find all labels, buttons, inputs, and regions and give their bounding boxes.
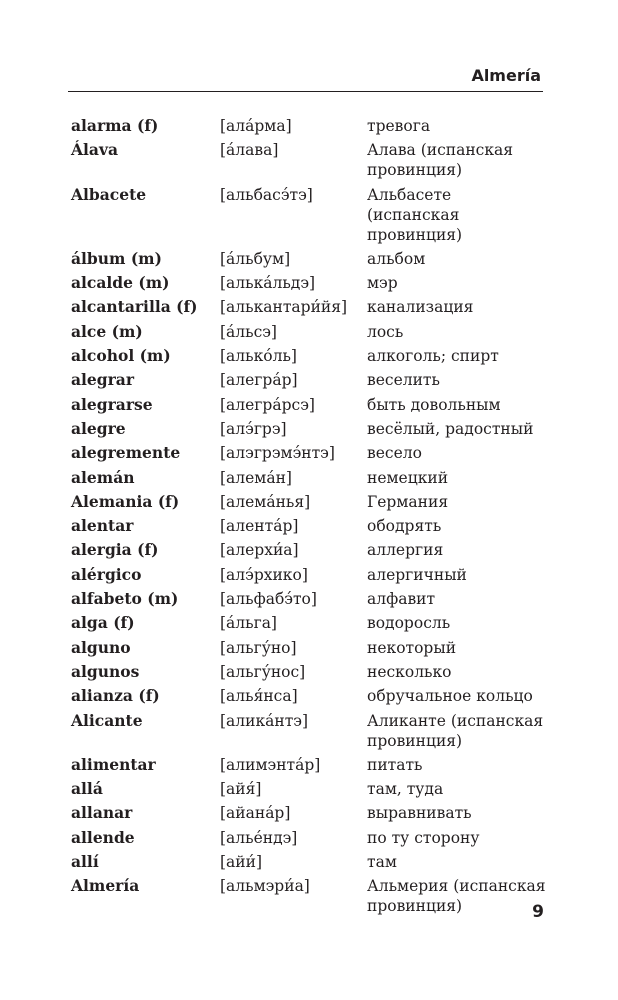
translation: обручальное кольцо	[367, 687, 533, 706]
headword: alianza (f)	[71, 686, 160, 706]
headword: Almería	[71, 876, 140, 896]
headword: alimentar	[71, 754, 156, 774]
dictionary-entry	[71, 636, 551, 660]
translation: питать	[367, 755, 423, 774]
translation: алфавит	[367, 590, 436, 609]
dictionary-entry	[71, 490, 551, 514]
headword: Alemania (f)	[71, 491, 180, 511]
transcription: [альбасэ́тэ]	[220, 185, 313, 204]
dictionary-entry	[71, 417, 551, 441]
dictionary-entry	[71, 563, 551, 587]
translation: канализация	[367, 298, 474, 317]
translation: веселить	[367, 371, 440, 390]
transcription: [айана́р]	[220, 804, 291, 823]
dictionary-entry	[71, 393, 551, 417]
translation: алкоголь; спирт	[367, 347, 499, 366]
dictionary-entry	[71, 344, 551, 368]
dictionary-list	[71, 114, 551, 919]
headword: álbum (m)	[71, 248, 162, 268]
transcription: [а́льга]	[220, 614, 277, 633]
translation: Алава (испанская провинция)	[367, 141, 514, 180]
translation: быть довольным	[367, 395, 501, 414]
dictionary-entry	[71, 295, 551, 319]
dictionary-entry	[71, 753, 551, 777]
translation: Альмерия (испанская провинция)	[367, 877, 546, 916]
running-header	[68, 64, 543, 92]
headword: alemán	[71, 467, 135, 487]
headword: Alicante	[71, 710, 143, 730]
dictionary-entry	[71, 850, 551, 874]
headword: alegre	[71, 418, 126, 438]
headword: allanar	[71, 803, 133, 823]
headword: alcantarilla (f)	[71, 297, 198, 317]
headword: allí	[71, 852, 99, 872]
transcription: [алегра́рсэ]	[220, 395, 315, 414]
transcription: [алэгрэмэ́нтэ]	[220, 444, 335, 463]
transcription: [альмэри́а]	[220, 877, 310, 896]
dictionary-entry	[71, 538, 551, 562]
dictionary-entry	[71, 114, 551, 138]
translation: весёлый, радостный	[367, 419, 534, 438]
running-head-word: Almería	[471, 66, 541, 85]
dictionary-entry	[71, 271, 551, 295]
translation: водоросль	[367, 614, 451, 633]
transcription: [алье́ндэ]	[220, 828, 298, 847]
headword: alentar	[71, 516, 134, 536]
translation: тревога	[367, 117, 431, 135]
translation: альбом	[367, 249, 426, 268]
dictionary-entry	[71, 441, 551, 465]
headword: alergia (f)	[71, 540, 159, 560]
headword: allá	[71, 779, 103, 799]
transcription: [альгу́нос]	[220, 662, 306, 681]
transcription: [алимэнта́р]	[220, 755, 321, 774]
dictionary-entry	[71, 138, 551, 182]
transcription: [айи́]	[220, 853, 262, 872]
translation: аллергия	[367, 541, 444, 560]
headword: alga (f)	[71, 613, 135, 633]
transcription: [алэ́грэ]	[220, 419, 287, 438]
translation: там	[367, 853, 397, 872]
headword: alcalde (m)	[71, 273, 170, 293]
translation: Аликанте (испанская провинция)	[367, 711, 544, 750]
dictionary-entry	[71, 874, 551, 918]
transcription: [ала́рма]	[220, 117, 292, 135]
translation: несколько	[367, 662, 452, 681]
dictionary-entry	[71, 247, 551, 271]
transcription: [альфабэ́то]	[220, 590, 317, 609]
translation: Альбасете (испанская провинция)	[367, 185, 463, 244]
transcription: [алика́нтэ]	[220, 711, 309, 730]
transcription: [алегра́р]	[220, 371, 298, 390]
headword: alce (m)	[71, 321, 143, 341]
headword: allende	[71, 827, 135, 847]
transcription: [а́лава]	[220, 141, 279, 160]
transcription: [алькантари́йя]	[220, 298, 348, 317]
transcription: [альгу́но]	[220, 638, 297, 657]
translation: по ту сторону	[367, 828, 480, 847]
dictionary-entry	[71, 466, 551, 490]
dictionary-entry	[71, 320, 551, 344]
translation: немецкий	[367, 468, 449, 487]
transcription: [алэ́рхико]	[220, 565, 308, 584]
dictionary-entry	[71, 801, 551, 825]
page-number: 9	[532, 902, 544, 922]
translation: Германия	[367, 492, 449, 511]
dictionary-entry	[71, 183, 551, 247]
headword: alegrarse	[71, 394, 153, 414]
translation: там, туда	[367, 780, 444, 799]
dictionary-entry	[71, 611, 551, 635]
dictionary-entry	[71, 660, 551, 684]
transcription: [алема́н]	[220, 468, 292, 487]
dictionary-entry	[71, 684, 551, 708]
translation: алергичный	[367, 565, 467, 584]
translation: ободрять	[367, 517, 442, 536]
transcription: [алья́нса]	[220, 687, 298, 706]
transcription: [алерхи́а]	[220, 541, 299, 560]
dictionary-entry	[71, 826, 551, 850]
transcription: [а́льбум]	[220, 249, 291, 268]
headword: alegremente	[71, 443, 181, 463]
translation: выравнивать	[367, 804, 472, 823]
dictionary-entry	[71, 709, 551, 753]
dictionary-entry	[71, 777, 551, 801]
transcription: [а́льсэ]	[220, 322, 277, 341]
transcription: [алько́ль]	[220, 347, 297, 366]
headword: alegrar	[71, 370, 135, 390]
headword: Albacete	[71, 184, 147, 204]
dictionary-entry	[71, 514, 551, 538]
headword: alérgico	[71, 564, 142, 584]
translation: некоторый	[367, 638, 457, 657]
headword: alguno	[71, 637, 131, 657]
headword: algunos	[71, 661, 140, 681]
headword: alarma (f)	[71, 116, 159, 135]
headword: alcohol (m)	[71, 346, 171, 366]
translation: весело	[367, 444, 422, 463]
transcription: [алька́льдэ]	[220, 274, 316, 293]
dictionary-entry	[71, 587, 551, 611]
transcription: [айя́]	[220, 780, 262, 799]
headword: Álava	[71, 140, 119, 160]
dictionary-entry	[71, 368, 551, 392]
headword: alfabeto (m)	[71, 589, 179, 609]
transcription: [алента́р]	[220, 517, 299, 536]
translation: мэр	[367, 274, 398, 293]
transcription: [алема́нья]	[220, 492, 311, 511]
translation: лось	[367, 322, 404, 341]
